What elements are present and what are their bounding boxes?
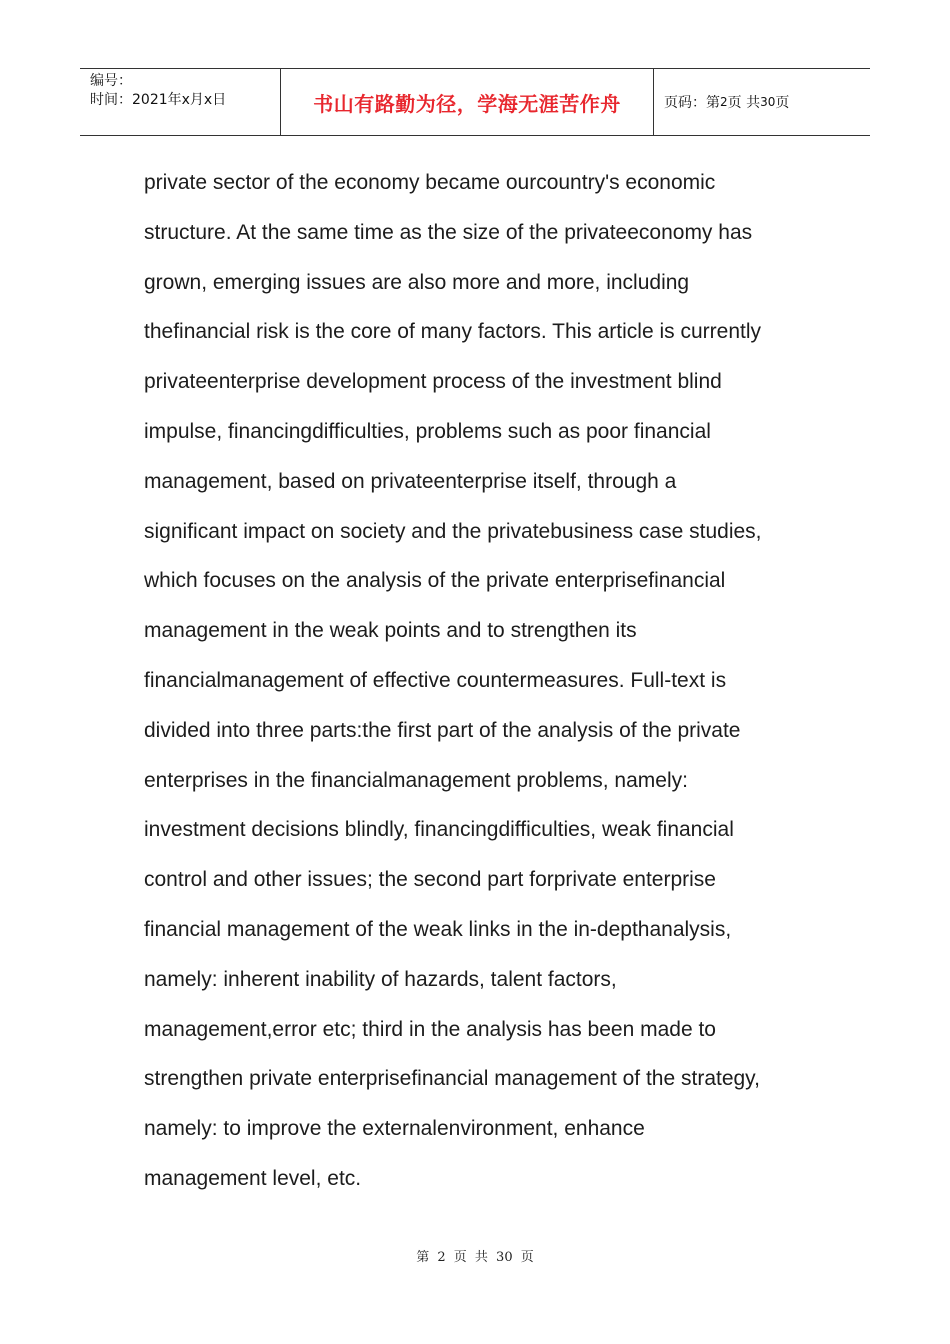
page-footer: 第 2 页 共 30 页 (416, 1250, 534, 1265)
text-line: financialmanagement of effective countermeasures. Full-text is (144, 668, 727, 692)
page-header (80, 68, 870, 136)
text-line: structure. At the same time as the size of the privateeconomy has (144, 220, 753, 244)
text-line: grown, emerging issues are also more and more, including (144, 270, 690, 294)
text-line: divided into three parts:the first part of the analysis of the private (144, 718, 741, 742)
page-number: 2 (720, 95, 728, 109)
text-line: private sector of the economy became ourcountry's economic (144, 171, 716, 194)
page-mid: 页 共 (727, 95, 761, 111)
text-line: thefinancial risk is the core of many factors. This article is currently (144, 320, 762, 344)
text-line: financial management of the weak links in the in-depthanalysis, (144, 917, 732, 941)
document-number-label: 编号： (90, 73, 132, 89)
header-motto: 书山有路勤为径，学海无涯苦作舟 (281, 69, 654, 135)
text-line: management,error etc; third in the analysis has been made to (144, 1017, 716, 1041)
page-suffix: 页 (775, 95, 790, 111)
text-line: management level, etc. (144, 1166, 362, 1190)
text-line: management in the weak points and to strengthen its (144, 619, 637, 643)
text-line: privateenterprise development process of the investment blind (144, 370, 722, 394)
text-line: impulse, financingdifficulties, problems such as poor financial (144, 419, 711, 443)
text-line: enterprises in the financialmanagement problems, namely: (144, 768, 688, 792)
text-line: significant impact on society and the privatebusiness case studies, (144, 519, 762, 543)
text-line: namely: inherent inability of hazards, talent factors, (144, 967, 617, 991)
body-text (144, 158, 824, 1204)
document-date-label: 时间：2021年x月x日 (90, 92, 227, 108)
text-line: control and other issues; the second part forprivate enterprise (144, 868, 716, 892)
header-page-indicator (654, 69, 870, 135)
page-prefix: 页码：第 (664, 95, 720, 111)
text-line: strengthen private enterprisefinancial management of the strategy, (144, 1067, 760, 1091)
header-meta (80, 69, 281, 135)
text-line: namely: to improve the externalenvironment, enhance (144, 1117, 645, 1141)
text-line: management, based on privateenterprise itself, through a (144, 469, 677, 493)
text-line: which focuses on the analysis of the private enterprisefinancial (144, 569, 726, 593)
page-total: 30 (760, 95, 776, 109)
text-line: investment decisions blindly, financingdifficulties, weak financial (144, 818, 734, 842)
